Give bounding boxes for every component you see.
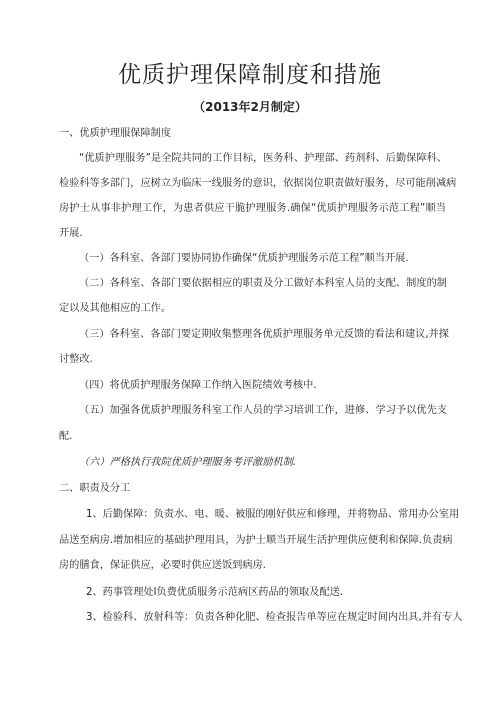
- list-item: （一）各科室、各部门要协同协作确保“优质护理服务示范工程”顺当开展.: [79, 253, 409, 264]
- paragraph-line: “优质护理服务”是全院共同的工作目标，医务科、护理部、药剂科、后勤保障科、: [79, 153, 447, 164]
- paragraph-line: 房护士从事非护理工作，为患者供应干脆护理服务.确保“优质护理服务示范工程”顺当: [59, 203, 446, 214]
- paragraph-line: 配.: [59, 431, 73, 442]
- list-item: （三）各科室、各部门要定期收集整理各优质护理服务单元反馈的看法和建议,并探: [79, 329, 449, 340]
- paragraph-line: 讨整改.: [59, 354, 93, 365]
- list-item: （二）各科室、各部门要依据相应的职责及分工做好本科室人员的支配、制度的制: [79, 278, 447, 289]
- section-heading: 二、职责及分工: [59, 483, 131, 494]
- document-title: 优质护理保障制度和措施: [118, 62, 382, 88]
- list-item: 3、检验科、放射科等：负责各种化肥、检查报告单等应在规定时间内出具,并有专人: [86, 612, 463, 623]
- list-item: （六）严格执行我院优质护理服务考评激励机制.: [79, 457, 297, 468]
- paragraph-line: 开展.: [59, 228, 83, 239]
- list-item: 1、后勤保障：负责水、电、暖、被服的刚好供应和修理，并将物品、常用办公室用: [86, 509, 460, 520]
- document-subtitle: （2013年2月制定）: [193, 100, 307, 114]
- paragraph-line: 定以及其他相应的工作。: [59, 303, 172, 314]
- list-item: （五）加强各优质护理服务科室工作人员的学习培训工作，进修、学习予以优先支: [79, 405, 447, 416]
- list-item: （四）将优质护理服务保障工作纳入医院绩效考核中.: [79, 380, 317, 391]
- paragraph-line: 检验科等多部门，应树立为临床一线服务的意识，依据岗位职责做好服务，尽可能削减病: [59, 178, 457, 189]
- paragraph-line: 品送至病房.增加相应的基础护理用具，为护士顺当开展生活护理供应便利和保障.负责病: [59, 535, 453, 546]
- list-item: 2、药事管理处l负费优质服务示范病区药品的领取及配送.: [86, 587, 344, 598]
- section-heading: 一、优质护理服保障制度: [59, 128, 172, 139]
- paragraph-line: 房的膳食，保证供应，必要时供应送饭到病房.: [59, 560, 266, 571]
